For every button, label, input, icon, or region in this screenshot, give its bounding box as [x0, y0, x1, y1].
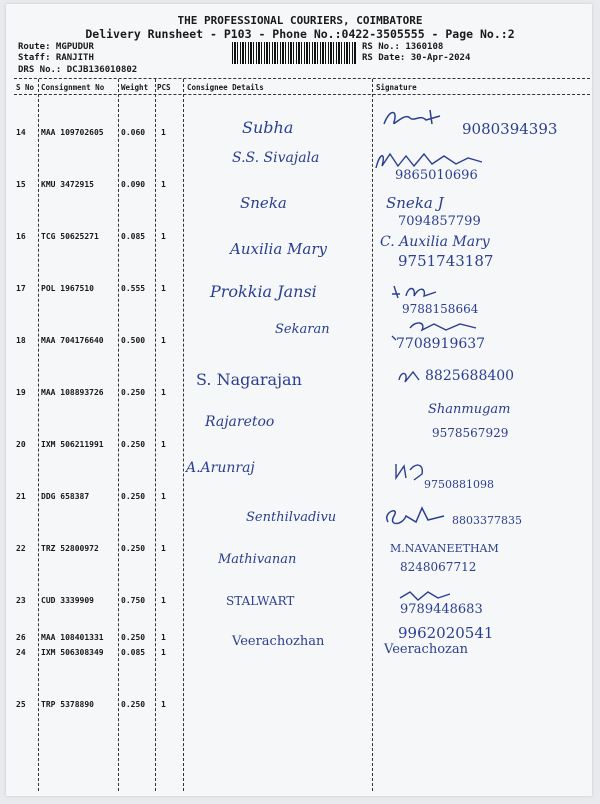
signature-name: M.NAVANEETHAM	[390, 542, 499, 555]
row-consignment: MAA 704176640	[41, 336, 104, 345]
row-pcs: 1	[161, 700, 166, 709]
consignee-name: Sekaran	[275, 322, 330, 337]
row-sno: 20	[16, 440, 26, 449]
rs-number: RS No.: 1360108	[362, 42, 444, 52]
row-pcs: 1	[161, 232, 166, 241]
header-top-rule	[14, 78, 590, 79]
row-sno: 18	[16, 336, 26, 345]
consignee-name: STALWART	[226, 594, 295, 608]
row-consignment: IXM 506308349	[41, 648, 104, 657]
consignee-name: Prokkia Jansi	[210, 282, 317, 301]
row-weight: 0.085	[121, 232, 146, 241]
consignee-name: Rajaretoo	[205, 414, 275, 430]
table-row	[0, 150, 600, 232]
row-weight: 0.060	[121, 128, 146, 137]
signature-name: C. Auxilia Mary	[380, 234, 490, 250]
phone-number: 9962020541	[398, 624, 494, 642]
row-pcs: 1	[161, 180, 166, 189]
consignee-name: S. Nagarajan	[196, 370, 302, 389]
row-pcs: 1	[161, 336, 166, 345]
row-weight: 0.250	[121, 633, 146, 642]
row-weight: 0.250	[121, 440, 146, 449]
row-consignment: TCG 50625271	[41, 232, 99, 241]
signature-scribble-icon	[380, 106, 460, 132]
row-pcs: 1	[161, 284, 166, 293]
consignee-name: Subha	[242, 118, 294, 137]
signature-scribble-icon	[395, 368, 425, 388]
consignee-name: Senthilvadivu	[246, 510, 337, 525]
consignee-name: Auxilia Mary	[230, 240, 328, 258]
signature-name: Veerachozan	[384, 642, 468, 657]
row-consignment: TRP 5378890	[41, 700, 94, 709]
row-sno: 19	[16, 388, 26, 397]
phone-number: 8803377835	[452, 514, 522, 527]
row-consignment: POL 1967510	[41, 284, 94, 293]
phone-number: 9865010696	[395, 168, 478, 183]
col-header-sno: S No	[16, 83, 35, 92]
row-pcs: 1	[161, 596, 166, 605]
rs-date: RS Date: 30-Apr-2024	[362, 53, 471, 63]
drs-number: DRS No.: DCJB136010802	[18, 65, 138, 75]
col-header-pcs: PCS	[157, 83, 171, 92]
route-label: Route: MGPUDUR	[18, 42, 94, 52]
signature-name: Sneka J	[386, 194, 444, 212]
row-consignment: KMU 3472915	[41, 180, 94, 189]
row-sno: 22	[16, 544, 26, 553]
row-pcs: 1	[161, 633, 166, 642]
row-consignment: CUD 3339909	[41, 596, 94, 605]
row-sno: 17	[16, 284, 26, 293]
row-pcs: 1	[161, 128, 166, 137]
header-bottom-rule	[14, 94, 590, 95]
row-weight: 0.085	[121, 648, 146, 657]
row-weight: 0.250	[121, 544, 146, 553]
signature-scribble-icon	[390, 282, 450, 302]
staff-label: Staff: RANJITH	[18, 53, 94, 63]
row-weight: 0.250	[121, 492, 146, 501]
col-header-signature: Signature	[376, 83, 417, 92]
row-pcs: 1	[161, 648, 166, 657]
signature-name: Shanmugam	[428, 402, 511, 417]
phone-number: 7094857799	[398, 214, 481, 229]
col-header-consignee: Consignee Details	[187, 83, 264, 92]
row-pcs: 1	[161, 388, 166, 397]
row-pcs: 1	[161, 544, 166, 553]
row-consignment: DDG 658387	[41, 492, 90, 501]
phone-number: 7708919637	[396, 336, 486, 352]
row-weight: 0.090	[121, 180, 146, 189]
row-consignment: MAA 108893726	[41, 388, 104, 397]
consignee-name: A.Arunraj	[186, 460, 255, 476]
row-weight: 0.555	[121, 284, 146, 293]
row-sno: 23	[16, 596, 26, 605]
row-sno: 25	[16, 700, 26, 709]
consignee-name: Mathivanan	[218, 552, 297, 567]
consignee-name: S.S. Sivajala	[232, 150, 320, 166]
row-weight: 0.500	[121, 336, 146, 345]
row-sno: 24	[16, 648, 26, 657]
row-consignment: MAA 108401331	[41, 633, 104, 642]
phone-number: 9578567929	[432, 426, 509, 440]
phone-number: 9751743187	[398, 252, 494, 270]
col-header-weight: Weight	[121, 83, 149, 92]
row-consignment: IXM 506211991	[41, 440, 104, 449]
row-pcs: 1	[161, 440, 166, 449]
row-sno: 21	[16, 492, 26, 501]
signature	[395, 368, 425, 392]
runsheet-subtitle: Delivery Runsheet - P103 - Phone No.:0422-3505555 - Page No.:2	[85, 27, 515, 41]
row-pcs: 1	[161, 492, 166, 501]
barcode	[232, 42, 356, 64]
row-consignment: TRZ 52800972	[41, 544, 99, 553]
row-sno: 15	[16, 180, 26, 189]
row-consignment: MAA 109702605	[41, 128, 104, 137]
signature	[380, 106, 460, 136]
row-weight: 0.750	[121, 596, 146, 605]
row-weight: 0.250	[121, 700, 146, 709]
phone-number: 9750881098	[424, 478, 494, 491]
company-title: THE PROFESSIONAL COURIERS, COIMBATORE	[177, 14, 423, 27]
signature-scribble-icon	[382, 502, 448, 530]
row-sno: 16	[16, 232, 26, 241]
phone-number: 9789448683	[400, 602, 483, 617]
row-sno: 26	[16, 633, 26, 642]
phone-number: 9788158664	[402, 302, 479, 316]
phone-number: 8248067712	[400, 560, 477, 574]
col-header-consignment: Consignment No	[41, 83, 105, 92]
signature	[382, 502, 448, 534]
row-sno: 14	[16, 128, 26, 137]
consignee-name: Veerachozhan	[232, 634, 325, 649]
phone-number: 9080394393	[462, 120, 558, 138]
row-weight: 0.250	[121, 388, 146, 397]
consignee-name: Sneka	[240, 194, 287, 212]
phone-number: 8825688400	[425, 368, 515, 384]
